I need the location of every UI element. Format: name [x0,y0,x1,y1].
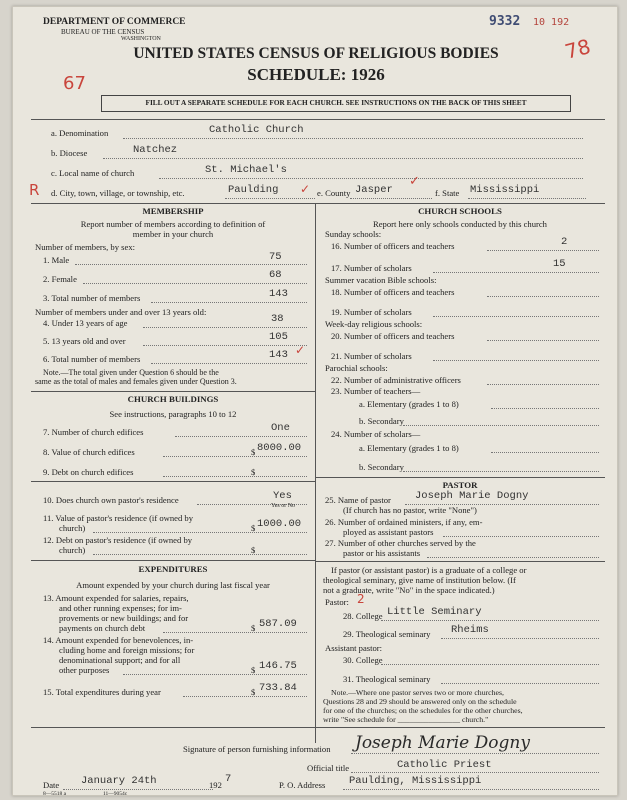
year-prefix: 192 [209,780,222,790]
q4-label: 4. Under 13 years of age [43,318,128,328]
pastor-label: Pastor: [325,597,349,607]
q14-line-2: cluding home and foreign missions; for [59,645,195,655]
po-address-label: P. O. Address [279,780,326,790]
red-mark-78: 78 [562,34,594,64]
grad-line-2: theological seminary, give name of institution below. (If [323,575,516,585]
q17-label: 17. Number of scholars [331,263,412,273]
q13-line-2: and other running expenses; for im- [59,603,182,613]
po-address-value: Paulding, Mississippi [349,775,482,787]
date-label: Date [43,780,60,790]
county-value: Jasper [355,184,393,196]
city-value: Paulding [228,184,279,196]
assistant-label: Assistant pastor: [325,643,383,653]
local-name-value: St. Michael's [205,164,287,176]
membership-intro-2: member in your church [132,229,214,239]
weekday-label: Week-day religious schools: [325,319,423,329]
membership-title: MEMBERSHIP [142,206,204,216]
city-label: WASHINGTON [121,36,161,42]
grad-line-3: not a graduate, write "No" in the space indicated.) [323,585,495,595]
dept-label: DEPARTMENT OF COMMERCE [43,17,186,27]
form-title: UNITED STATES CENSUS OF RELIGIOUS BODIES [133,45,499,62]
q11-label-2: church) [59,523,86,533]
q8-dollar: $ [251,447,256,457]
diocese-label: b. Diocese [51,148,88,158]
q22-label: 22. Number of administrative officers [331,375,461,385]
q14-line-4: other purposes [59,665,110,675]
q3-label: 3. Total number of members [43,293,141,303]
yes-no-hint: Yes or No [271,503,296,509]
q6-label: 6. Total number of members [43,354,141,364]
q26-label-2: ployed as assistant pastors [343,527,434,537]
expenditures-title: EXPENDITURES [138,564,208,574]
q24a-label: a. Elementary (grades 1 to 8) [359,443,459,453]
grad-line-1: If pastor (or assistant pastor) is a graduate of a college or [331,565,527,575]
buildings-sub: See instructions, paragraphs 10 to 12 [109,409,237,419]
seminary-value: Rheims [451,624,489,636]
pastor-note-1: Note.—Where one pastor serves two or more churches, [331,688,504,697]
membership-note-2: same as the total of males and females given under Question 3. [35,377,237,386]
by-sex-label: Number of members, by sex: [35,242,135,252]
official-title-value: Catholic Priest [397,759,492,771]
q23-label: 23. Number of teachers— [331,386,421,396]
q7-value: One [271,422,290,434]
red-mark-67: 67 [63,73,86,94]
q16-value: 2 [561,236,568,248]
year-digit: 7 [225,773,232,785]
membership-intro: Report number of members according to definition of [80,219,266,229]
red-mark-2: 2 [357,592,365,606]
q1-value: 75 [269,251,282,263]
check-mark-q6: ✓ [295,343,306,357]
membership-note-1: Note.—The total given under Question 6 should be the [43,368,219,377]
q12-label: 12. Debt on pastor's residence (if owned by [43,535,193,545]
check-mark-county: ✓ [409,174,420,189]
q11-label: 11. Value of pastor's residence (if owned by [43,513,193,523]
q15-dollar: $ [251,687,256,697]
stamp-date: 10 192 [533,17,570,28]
q15-value: 733.84 [259,682,297,694]
q27-label-2: pastor or his assistants [343,548,421,558]
q24-label: 24. Number of scholars— [331,429,421,439]
q27-label: 27. Number of other churches served by the [325,538,476,548]
bureau-label: BUREAU OF THE CENSUS [61,28,145,36]
schools-title: CHURCH SCHOOLS [418,206,502,216]
check-mark-city: ✓ [300,182,311,196]
q13-line-3: provements or new buildings; and for [59,613,189,623]
q18-label: 18. Number of officers and teachers [331,287,455,297]
denomination-label: a. Denomination [51,128,109,138]
city-label-d: d. City, town, village, or township, etc. [51,188,185,198]
q15-label: 15. Total expenditures during year [43,687,161,697]
q4-value: 38 [271,313,284,325]
q13-line-1: 13. Amount expended for salaries, repairs, [43,593,189,603]
q10-label: 10. Does church own pastor's residence [43,495,179,505]
q14-dollar: $ [251,665,256,675]
official-title-label: Official title [307,763,350,773]
q29-label: 29. Theological seminary [343,629,431,639]
q13-value: 587.09 [259,618,297,630]
q2-label: 2. Female [43,274,77,284]
summer-label: Summer vacation Bible schools: [325,275,437,285]
q20-label: 20. Number of officers and teachers [331,331,455,341]
q12-label-2: church) [59,545,86,555]
q30-label: 30. College [343,655,383,665]
instruction-text: FILL OUT A SEPARATE SCHEDULE FOR EACH CHURCH. SEE INSTRUCTIONS ON THE BACK OF THIS SHEET [145,98,527,107]
q12-dollar: $ [251,545,256,555]
signature-label: Signature of person furnishing information [183,744,331,754]
q5-label: 5. 13 years old and over [43,336,126,346]
q1-label: 1. Male [43,255,70,265]
sunday-label: Sunday schools: [325,229,382,239]
state-label: f. State [435,188,460,198]
county-label: e. County [317,188,351,198]
pastor-title: PASTOR [442,480,478,490]
q11-value: 1000.00 [257,518,302,530]
q9-dollar: $ [251,467,256,477]
print-number: 11—9054c [103,791,128,796]
q28-label: 28. College [343,611,383,621]
signature: Joseph Marie Dogny [355,733,530,753]
age-intro: Number of members under and over 13 years old: [35,307,207,317]
q7-label: 7. Number of church edifices [43,427,144,437]
q24b-label: b. Secondary [359,462,404,472]
denomination-value: Catholic Church [209,124,304,136]
q3-value: 143 [269,288,288,300]
q13-dollar: $ [251,623,256,633]
pastor-note-3: for one of the churches; on the schedules for the other churches, [323,706,523,715]
q23a-label: a. Elementary (grades 1 to 8) [359,399,459,409]
q25-label: 25. Name of pastor [325,495,391,505]
expenditures-sub: Amount expended by your church during last fiscal year [76,580,270,590]
buildings-title: CHURCH BUILDINGS [127,394,219,404]
q23b-label: b. Secondary [359,416,404,426]
pastor-note-4: write "See schedule for ________________ church." [323,715,489,724]
q2-value: 68 [269,269,282,281]
red-mark-r: R [29,181,40,199]
census-schedule-paper [12,6,618,796]
q17-value: 15 [553,258,566,270]
pastor-note-2: Questions 28 and 29 should be answered only on the schedule [323,697,517,706]
pastor-name-value: Joseph Marie Dogny [415,490,529,502]
q26-label: 26. Number of ordained ministers, if any, em- [325,517,483,527]
q14-value: 146.75 [259,660,297,672]
q14-line-1: 14. Amount expended for benevolences, in- [43,635,194,645]
q16-label: 16. Number of officers and teachers [331,241,455,251]
q21-label: 21. Number of scholars [331,351,412,361]
local-name-label: c. Local name of church [51,168,135,178]
q5-value: 105 [269,331,288,343]
state-value: Mississippi [470,184,540,196]
q19-label: 19. Number of scholars [331,307,412,317]
q9-label: 9. Debt on church edifices [43,467,134,477]
q8-value: 8000.00 [257,442,302,454]
q31-label: 31. Theological seminary [343,674,431,684]
q25-note: (If church has no pastor, write "None") [343,505,477,515]
q6-value: 143 [269,349,288,361]
q8-label: 8. Value of church edifices [43,447,135,457]
college-value: Little Seminary [387,606,482,618]
diocese-value: Natchez [133,144,178,156]
stamp-number: 9332 [489,14,521,29]
schools-sub: Report here only schools conducted by this church [373,219,547,229]
q13-line-4: payments on church debt [59,623,146,633]
q11-dollar: $ [251,523,256,533]
date-value: January 24th [81,775,157,787]
parochial-label: Parochial schools: [325,363,388,373]
form-number: 8—5518 a [43,791,67,796]
form-subtitle: SCHEDULE: 1926 [247,65,385,84]
q14-line-3: denominational support; and for all [59,655,181,665]
q10-value: Yes [273,490,292,502]
